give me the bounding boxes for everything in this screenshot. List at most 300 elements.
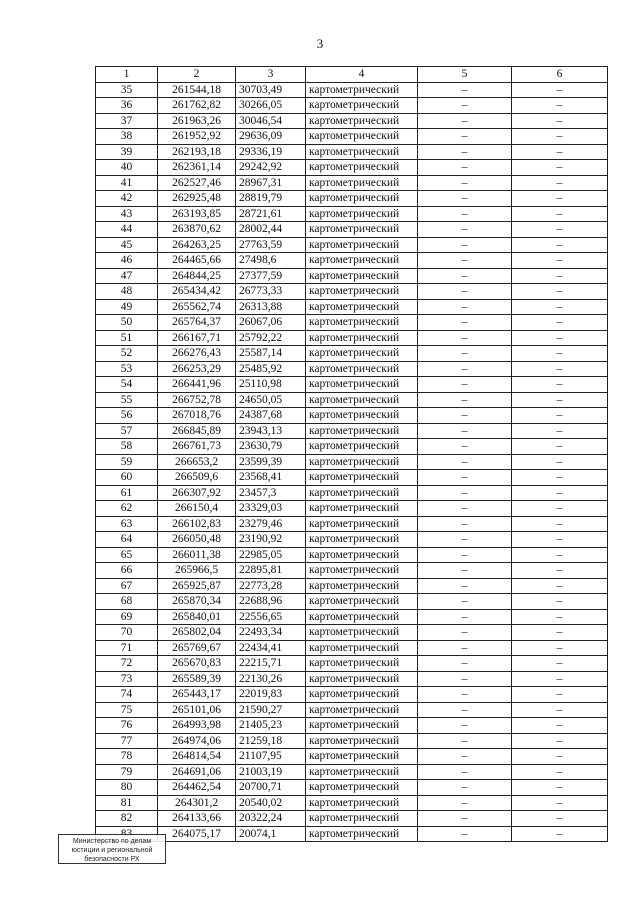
table-row xyxy=(96,206,608,222)
table-cell: 50 xyxy=(96,315,158,331)
table-row xyxy=(96,516,608,532)
table-cell: картометрический xyxy=(306,563,418,579)
table-row xyxy=(96,268,608,284)
table-row xyxy=(96,191,608,207)
table-cell: 72 xyxy=(96,656,158,672)
table-row xyxy=(96,656,608,672)
table-cell: – xyxy=(418,423,512,439)
table-cell: картометрический xyxy=(306,532,418,548)
table-cell: 264814,54 xyxy=(158,749,236,765)
table-cell: – xyxy=(512,129,608,145)
table-cell: 23279,46 xyxy=(236,516,306,532)
table-cell: 261963,26 xyxy=(158,113,236,129)
table-cell: 62 xyxy=(96,501,158,517)
table-cell: 261952,92 xyxy=(158,129,236,145)
table-cell: 28721,61 xyxy=(236,206,306,222)
table-cell: – xyxy=(512,795,608,811)
table-cell: 266761,73 xyxy=(158,439,236,455)
table-cell: 266150,4 xyxy=(158,501,236,517)
table-cell: – xyxy=(512,160,608,176)
table-cell: 261544,18 xyxy=(158,82,236,98)
table-cell: 264993,98 xyxy=(158,718,236,734)
table-cell: картометрический xyxy=(306,609,418,625)
table-cell: 44 xyxy=(96,222,158,238)
table-cell: – xyxy=(512,687,608,703)
table-row xyxy=(96,811,608,827)
table-cell: – xyxy=(512,733,608,749)
table-cell: – xyxy=(512,594,608,610)
table-cell: – xyxy=(418,206,512,222)
table-cell: 67 xyxy=(96,578,158,594)
table-cell: – xyxy=(512,423,608,439)
table-cell: картометрический xyxy=(306,160,418,176)
table-cell: картометрический xyxy=(306,408,418,424)
table-cell: – xyxy=(418,408,512,424)
table-cell: – xyxy=(512,501,608,517)
table-row xyxy=(96,377,608,393)
table-cell: 82 xyxy=(96,811,158,827)
table-cell: – xyxy=(418,516,512,532)
table-cell: картометрический xyxy=(306,454,418,470)
table-cell: 23943,13 xyxy=(236,423,306,439)
table-cell: картометрический xyxy=(306,175,418,191)
column-header: 4 xyxy=(306,67,418,83)
table-cell: 78 xyxy=(96,749,158,765)
table-cell: картометрический xyxy=(306,377,418,393)
table-cell: 265589,39 xyxy=(158,671,236,687)
table-cell: – xyxy=(418,563,512,579)
table-cell: 21259,18 xyxy=(236,733,306,749)
table-cell: – xyxy=(418,129,512,145)
table-cell: 38 xyxy=(96,129,158,145)
table-cell: 266050,48 xyxy=(158,532,236,548)
table-cell: 265443,17 xyxy=(158,687,236,703)
table-cell: 265966,5 xyxy=(158,563,236,579)
table-row xyxy=(96,237,608,253)
table-row xyxy=(96,702,608,718)
table-cell: 265670,83 xyxy=(158,656,236,672)
table-cell: 28819,79 xyxy=(236,191,306,207)
table-cell: 55 xyxy=(96,392,158,408)
table-cell: картометрический xyxy=(306,222,418,238)
table-cell: 265764,37 xyxy=(158,315,236,331)
table-cell: 25485,92 xyxy=(236,361,306,377)
table-cell: картометрический xyxy=(306,330,418,346)
table-cell: 69 xyxy=(96,609,158,625)
table-cell: 73 xyxy=(96,671,158,687)
table-cell: 20074,1 xyxy=(236,826,306,842)
table-cell: 266276,43 xyxy=(158,346,236,362)
table-cell: 266167,71 xyxy=(158,330,236,346)
table-cell: 262193,18 xyxy=(158,144,236,160)
table-cell: – xyxy=(418,470,512,486)
table-cell: – xyxy=(418,361,512,377)
table-row xyxy=(96,361,608,377)
table-cell: картометрический xyxy=(306,129,418,145)
table-cell: – xyxy=(512,640,608,656)
page-number: 3 xyxy=(316,36,324,51)
table-cell: 265870,34 xyxy=(158,594,236,610)
table-cell: – xyxy=(512,780,608,796)
table-cell: 23599,39 xyxy=(236,454,306,470)
table-cell: 75 xyxy=(96,702,158,718)
table-cell: – xyxy=(512,268,608,284)
table-cell: 264075,17 xyxy=(158,826,236,842)
table-cell: 54 xyxy=(96,377,158,393)
table-cell: 265434,42 xyxy=(158,284,236,300)
table-cell: 263193,85 xyxy=(158,206,236,222)
table-cell: картометрический xyxy=(306,516,418,532)
table-cell: – xyxy=(512,237,608,253)
table-cell: – xyxy=(418,532,512,548)
table-cell: – xyxy=(418,191,512,207)
table-row xyxy=(96,392,608,408)
table-cell: – xyxy=(512,609,608,625)
table-cell: – xyxy=(512,656,608,672)
table-cell: – xyxy=(512,144,608,160)
table-cell: – xyxy=(418,826,512,842)
table-cell: 49 xyxy=(96,299,158,315)
stamp-line: юстиции и региональной xyxy=(71,847,153,854)
table-cell: картометрический xyxy=(306,656,418,672)
table-cell: – xyxy=(512,470,608,486)
table-cell: картометрический xyxy=(306,795,418,811)
table-cell: 23329,03 xyxy=(236,501,306,517)
table-cell: 43 xyxy=(96,206,158,222)
table-cell: – xyxy=(418,578,512,594)
table-cell: 40 xyxy=(96,160,158,176)
table-row xyxy=(96,780,608,796)
table-cell: 22895,81 xyxy=(236,563,306,579)
table-cell: – xyxy=(512,702,608,718)
table-cell: – xyxy=(512,547,608,563)
table-cell: 58 xyxy=(96,439,158,455)
table-cell: 266102,83 xyxy=(158,516,236,532)
table-cell: картометрический xyxy=(306,144,418,160)
table-row xyxy=(96,113,608,129)
registration-stamp xyxy=(58,834,166,864)
table-cell: картометрический xyxy=(306,547,418,563)
table-cell: 266752,78 xyxy=(158,392,236,408)
column-header: 3 xyxy=(236,67,306,83)
table-row xyxy=(96,625,608,641)
table-cell: 20540,02 xyxy=(236,795,306,811)
table-cell: – xyxy=(418,299,512,315)
table-cell: 26773,33 xyxy=(236,284,306,300)
table-cell: – xyxy=(418,268,512,284)
table-cell: 262527,46 xyxy=(158,175,236,191)
table-cell: – xyxy=(418,98,512,114)
table-cell: – xyxy=(418,501,512,517)
table-cell: – xyxy=(512,625,608,641)
table-row xyxy=(96,640,608,656)
table-body xyxy=(96,82,608,842)
table-cell: 266509,6 xyxy=(158,470,236,486)
table-cell: 23568,41 xyxy=(236,470,306,486)
table-cell: 56 xyxy=(96,408,158,424)
table-cell: картометрический xyxy=(306,826,418,842)
table-cell: 22556,65 xyxy=(236,609,306,625)
table-cell: картометрический xyxy=(306,346,418,362)
table-cell: 36 xyxy=(96,98,158,114)
table-cell: картометрический xyxy=(306,268,418,284)
table-cell: картометрический xyxy=(306,82,418,98)
table-row xyxy=(96,826,608,842)
table-cell: 30703,49 xyxy=(236,82,306,98)
table-cell: 25587,14 xyxy=(236,346,306,362)
table-cell: 21405,23 xyxy=(236,718,306,734)
table-cell: картометрический xyxy=(306,687,418,703)
table-cell: 262925,48 xyxy=(158,191,236,207)
table-cell: 21003,19 xyxy=(236,764,306,780)
table-cell: картометрический xyxy=(306,764,418,780)
table-cell: картометрический xyxy=(306,423,418,439)
table-cell: 266441,96 xyxy=(158,377,236,393)
table-cell: 59 xyxy=(96,454,158,470)
table-cell: картометрический xyxy=(306,485,418,501)
table-cell: картометрический xyxy=(306,284,418,300)
table-row xyxy=(96,330,608,346)
table-cell: 27763,59 xyxy=(236,237,306,253)
table-cell: 23630,79 xyxy=(236,439,306,455)
table-cell: картометрический xyxy=(306,578,418,594)
table-row xyxy=(96,454,608,470)
table-cell: 25792,22 xyxy=(236,330,306,346)
table-row xyxy=(96,222,608,238)
table-cell: 24650,05 xyxy=(236,392,306,408)
table-cell: – xyxy=(512,718,608,734)
table-cell: – xyxy=(418,671,512,687)
table-cell: 76 xyxy=(96,718,158,734)
table-cell: картометрический xyxy=(306,113,418,129)
table-row xyxy=(96,578,608,594)
table-cell: – xyxy=(418,702,512,718)
table-cell: 81 xyxy=(96,795,158,811)
table-cell: – xyxy=(418,687,512,703)
table-row xyxy=(96,547,608,563)
table-cell: 266011,38 xyxy=(158,547,236,563)
table-cell: – xyxy=(512,330,608,346)
table-cell: 26067,06 xyxy=(236,315,306,331)
table-cell: – xyxy=(512,439,608,455)
table-cell: – xyxy=(512,392,608,408)
table-cell: 264465,66 xyxy=(158,253,236,269)
table-cell: – xyxy=(418,795,512,811)
column-header: 5 xyxy=(418,67,512,83)
table-cell: картометрический xyxy=(306,702,418,718)
stamp-line: безопасности РХ xyxy=(84,856,140,863)
table-cell: 264844,25 xyxy=(158,268,236,284)
table-cell: – xyxy=(418,284,512,300)
table-cell: – xyxy=(512,346,608,362)
table-cell: 37 xyxy=(96,113,158,129)
table-cell: – xyxy=(512,578,608,594)
table-cell: 265840,01 xyxy=(158,609,236,625)
table-cell: 20700,71 xyxy=(236,780,306,796)
table-cell: 265925,87 xyxy=(158,578,236,594)
table-cell: 30266,05 xyxy=(236,98,306,114)
table-cell: 39 xyxy=(96,144,158,160)
table-header-row xyxy=(96,67,608,83)
table-cell: 30046,54 xyxy=(236,113,306,129)
table-cell: 264133,66 xyxy=(158,811,236,827)
table-cell: – xyxy=(512,206,608,222)
table-cell: 51 xyxy=(96,330,158,346)
table-cell: – xyxy=(512,299,608,315)
table-cell: 41 xyxy=(96,175,158,191)
table-cell: 264974,06 xyxy=(158,733,236,749)
table-cell: 21590,27 xyxy=(236,702,306,718)
table-cell: 66 xyxy=(96,563,158,579)
table-cell: 79 xyxy=(96,764,158,780)
table-row xyxy=(96,671,608,687)
table-cell: 26313,88 xyxy=(236,299,306,315)
table-cell: – xyxy=(418,811,512,827)
table-cell: картометрический xyxy=(306,299,418,315)
table-cell: 80 xyxy=(96,780,158,796)
table-cell: 266653,2 xyxy=(158,454,236,470)
table-cell: картометрический xyxy=(306,780,418,796)
table-row xyxy=(96,764,608,780)
table-row xyxy=(96,253,608,269)
column-header: 6 xyxy=(512,67,608,83)
table-row xyxy=(96,501,608,517)
table-cell: картометрический xyxy=(306,439,418,455)
table-row xyxy=(96,563,608,579)
coordinates-table xyxy=(95,66,608,842)
table-cell: 27377,59 xyxy=(236,268,306,284)
table-row xyxy=(96,346,608,362)
table-cell: картометрический xyxy=(306,237,418,253)
table-row xyxy=(96,687,608,703)
table-cell: картометрический xyxy=(306,191,418,207)
table-cell: – xyxy=(512,749,608,765)
table-cell: – xyxy=(418,330,512,346)
table-cell: – xyxy=(512,671,608,687)
table-cell: 45 xyxy=(96,237,158,253)
table-cell: – xyxy=(512,826,608,842)
table-row xyxy=(96,718,608,734)
table-cell: – xyxy=(512,82,608,98)
table-cell: – xyxy=(418,749,512,765)
table-cell: 266253,29 xyxy=(158,361,236,377)
table-cell: – xyxy=(418,609,512,625)
table-row xyxy=(96,98,608,114)
table-cell: картометрический xyxy=(306,392,418,408)
table-cell: 63 xyxy=(96,516,158,532)
table-cell: – xyxy=(512,532,608,548)
table-row xyxy=(96,594,608,610)
table-cell: – xyxy=(512,563,608,579)
table-cell: 70 xyxy=(96,625,158,641)
table-cell: 35 xyxy=(96,82,158,98)
table-cell: 60 xyxy=(96,470,158,486)
table-cell: 265562,74 xyxy=(158,299,236,315)
table-cell: – xyxy=(418,780,512,796)
column-header: 1 xyxy=(96,67,158,83)
table-cell: – xyxy=(418,454,512,470)
table-cell: – xyxy=(512,222,608,238)
table-cell: картометрический xyxy=(306,98,418,114)
table-cell: 264263,25 xyxy=(158,237,236,253)
table-cell: 65 xyxy=(96,547,158,563)
table-cell: – xyxy=(418,175,512,191)
table-cell: 22019,83 xyxy=(236,687,306,703)
table-cell: 29242,92 xyxy=(236,160,306,176)
table-cell: – xyxy=(418,547,512,563)
table-cell: – xyxy=(512,811,608,827)
table-cell: 265769,67 xyxy=(158,640,236,656)
table-cell: – xyxy=(512,408,608,424)
table-cell: – xyxy=(512,361,608,377)
table-cell: – xyxy=(418,625,512,641)
stamp-line: Министерство по делам xyxy=(72,838,152,845)
table-cell: 77 xyxy=(96,733,158,749)
table-row xyxy=(96,733,608,749)
table-cell: картометрический xyxy=(306,470,418,486)
table-cell: – xyxy=(418,160,512,176)
table-row xyxy=(96,470,608,486)
table-cell: – xyxy=(418,640,512,656)
table-cell: 52 xyxy=(96,346,158,362)
table-cell: 265802,04 xyxy=(158,625,236,641)
table-cell: картометрический xyxy=(306,361,418,377)
table-cell: картометрический xyxy=(306,811,418,827)
table-cell: 68 xyxy=(96,594,158,610)
table-row xyxy=(96,284,608,300)
table-cell: 74 xyxy=(96,687,158,703)
table-cell: картометрический xyxy=(306,718,418,734)
table-cell: – xyxy=(512,454,608,470)
table-row xyxy=(96,160,608,176)
table-cell: 266845,89 xyxy=(158,423,236,439)
table-cell: 264301,2 xyxy=(158,795,236,811)
table-row xyxy=(96,485,608,501)
table-cell: 20322,24 xyxy=(236,811,306,827)
table-cell: картометрический xyxy=(306,625,418,641)
table-row xyxy=(96,609,608,625)
table-cell: 267018,76 xyxy=(158,408,236,424)
table-cell: 263870,62 xyxy=(158,222,236,238)
table-cell: 23457,3 xyxy=(236,485,306,501)
table-cell: 57 xyxy=(96,423,158,439)
table-cell: – xyxy=(418,733,512,749)
table-cell: – xyxy=(512,98,608,114)
table-cell: – xyxy=(418,346,512,362)
table-cell: – xyxy=(418,764,512,780)
table-cell: картометрический xyxy=(306,671,418,687)
table-cell: картометрический xyxy=(306,501,418,517)
table-row xyxy=(96,408,608,424)
table-cell: картометрический xyxy=(306,206,418,222)
table-cell: 261762,82 xyxy=(158,98,236,114)
table-cell: – xyxy=(512,485,608,501)
table-cell: 22215,71 xyxy=(236,656,306,672)
table-cell: 64 xyxy=(96,532,158,548)
table-cell: – xyxy=(512,284,608,300)
table-cell: 264691,06 xyxy=(158,764,236,780)
table-cell: 262361,14 xyxy=(158,160,236,176)
table-cell: 46 xyxy=(96,253,158,269)
table-cell: – xyxy=(512,315,608,331)
table-cell: картометрический xyxy=(306,594,418,610)
table-cell: 264462,54 xyxy=(158,780,236,796)
table-cell: – xyxy=(418,439,512,455)
table-row xyxy=(96,532,608,548)
table-cell: 28002,44 xyxy=(236,222,306,238)
table-cell: – xyxy=(418,222,512,238)
table-cell: – xyxy=(418,237,512,253)
